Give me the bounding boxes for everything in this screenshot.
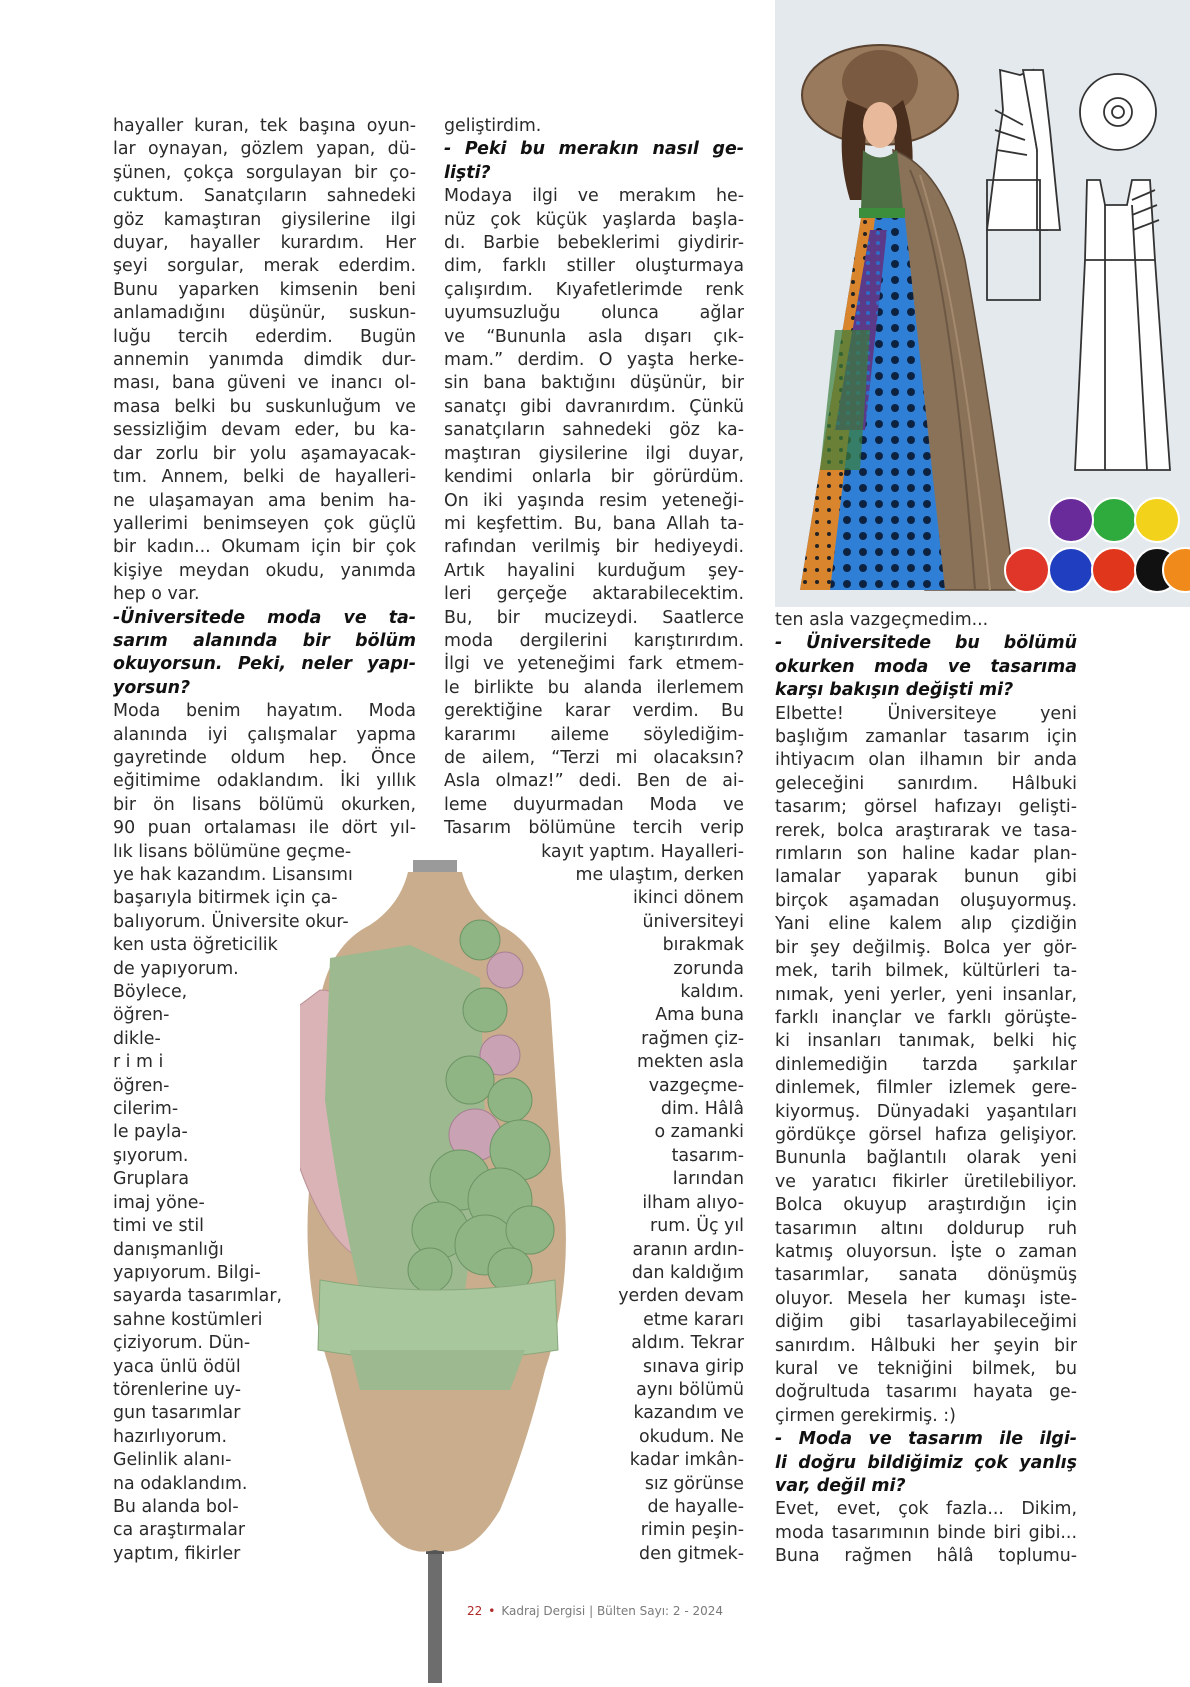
- text-line: sanırdım. Hâlbuki her şeyin bir: [775, 1335, 1077, 1356]
- text-line: Ama buna: [655, 1005, 744, 1026]
- text-line: hep o var.: [113, 584, 200, 605]
- text-line: var, değil mi?: [775, 1476, 906, 1497]
- text-line: kayıt yaptım. Hayalleri-: [541, 841, 744, 862]
- text-line: lık lisans bölümüne geçme-: [113, 841, 352, 862]
- text-line: ve yaratıcı fikirler üretilebiliyor.: [775, 1171, 1077, 1192]
- text-line: hayaller kuran, tek başına oyun-: [113, 116, 416, 136]
- text-line: de ailem, “Terzi mi olacaksın?: [444, 747, 744, 768]
- issue-label: | Bülten Sayı: 2 - 2024: [589, 1604, 724, 1618]
- text-line: lişti?: [444, 162, 491, 183]
- text-line: İlgi ve yeteneğimi fark etmem-: [444, 654, 744, 675]
- text-line: annemin yanımda dimdik dur-: [113, 350, 416, 371]
- text-line: kaldım.: [680, 982, 744, 1003]
- text-line: zorunda: [673, 958, 744, 979]
- text-line: Bunu yaparken kimsenin beni: [113, 279, 416, 300]
- text-line: mam.” derdim. O yaşta herke-: [444, 350, 744, 371]
- text-line: ten asla vazgeçmedim...: [775, 610, 989, 630]
- text-line: etme kararı: [643, 1309, 744, 1330]
- text-line: Bununla bağlantılı olarak yeni: [775, 1148, 1077, 1169]
- text-line: farklı inançlar ve farklı görüşte-: [775, 1007, 1077, 1028]
- text-line: aynı bölümü: [636, 1379, 744, 1400]
- text-line: kadar imkân-: [629, 1450, 744, 1471]
- mannequin-paper-dress-photo: [300, 850, 660, 1683]
- text-line: okuyorsun. Peki, neler yapı-: [113, 654, 416, 675]
- text-line: ken usta öğreticilik: [113, 935, 278, 956]
- text-line: rum. Üç yıl: [650, 1216, 744, 1237]
- text-line: dikle-: [113, 1028, 161, 1049]
- text-line: - Üniversitede bu bölümü: [775, 633, 1077, 654]
- text-line: duyar, hayaller kurardım. Her: [113, 233, 416, 254]
- text-line: aranın ardın-: [632, 1239, 744, 1260]
- text-line: Bu alanda bol-: [113, 1496, 239, 1517]
- text-line: alanında iyi çalışmalar yapma: [113, 724, 416, 745]
- text-line: kural ve tekniğini bilmek, bu: [775, 1359, 1077, 1379]
- text-line: şıyorum.: [113, 1145, 189, 1166]
- text-line: me ulaştım, derken: [575, 865, 744, 885]
- text-line: katmış oluyorsun. İşte o zaman: [775, 1241, 1077, 1262]
- text-line: leri gerçeğe aktarabilecektim.: [444, 584, 744, 605]
- text-line: çiziyorum. Dün-: [113, 1333, 251, 1354]
- text-line: başarıyla bitirmek için ça-: [113, 888, 338, 909]
- text-line: ikinci dönem: [632, 888, 744, 909]
- text-line: na odaklandım.: [113, 1473, 248, 1494]
- text-line: dinlemek, filmler izlemek gere-: [775, 1078, 1077, 1099]
- text-line: başlığım zamanlar tasarım için: [775, 727, 1077, 748]
- text-line: Evet, evet, çok fazla... Dikim,: [775, 1499, 1077, 1520]
- text-line: ca araştırmalar: [113, 1520, 246, 1541]
- text-line: sanatçıların sahnedeki göz ka-: [444, 420, 744, 441]
- text-line: dim. Hâlâ: [660, 1099, 744, 1120]
- text-line: mek, tarih bilmek, kültürleri ta-: [775, 961, 1077, 982]
- text-line: sayarda tasarımlar,: [113, 1286, 283, 1307]
- fashion-sketch-illustration: [775, 0, 1190, 607]
- text-line: rımların son haline kadar plan-: [775, 844, 1077, 865]
- text-line: - Peki bu merakın nasıl ge-: [444, 139, 744, 160]
- text-line: çalışırdım. Kıyafetlerimde renk: [444, 279, 744, 300]
- text-line: yapıyorum. Bilgi-: [113, 1262, 261, 1283]
- text-line: sınava girip: [643, 1356, 744, 1377]
- text-line: dinlemediğin tarzda şarkılar: [775, 1054, 1077, 1075]
- text-line: yaca ünlü ödül: [113, 1356, 241, 1377]
- text-line: - Moda ve tasarım ile ilgi-: [775, 1429, 1077, 1450]
- text-line: tım. Annem, belki de hayalleri-: [113, 467, 416, 488]
- text-line: sanatçı gibi davranırdım. Çünkü: [444, 396, 744, 417]
- text-line: den gitmek-: [639, 1543, 744, 1564]
- text-line: kararımı aileme söylediğim-: [444, 724, 744, 745]
- text-line: gun tasarımlar: [113, 1403, 241, 1424]
- text-line: balıyorum. Üniversite okur-: [113, 911, 349, 932]
- text-line: törenlerine uy-: [113, 1379, 241, 1400]
- text-line: diğim gibi tasarlayabileceğimi: [775, 1312, 1077, 1333]
- text-line: yorsun?: [113, 677, 191, 698]
- text-line: geleceğini sanırdım. Hâlbuki: [775, 773, 1077, 794]
- text-line: dı. Barbie bebeklerimi giydirir-: [444, 233, 744, 254]
- text-line: dar zorlu bir yolu aşamayacak-: [113, 443, 416, 464]
- text-line: bir kadın... Okumam için bir çok: [113, 537, 416, 558]
- text-line: hazırlıyorum.: [113, 1426, 228, 1447]
- text-line: dim, farklı stiller oluşturmaya: [444, 256, 744, 277]
- text-line: ması, bana güveni ve inancı ol-: [113, 373, 416, 394]
- text-line: masa belki bu suskunluğum ve: [113, 396, 416, 417]
- article-column-3: [775, 609, 1077, 1569]
- text-line: şünen, çokça sorgulayan bir ço-: [113, 162, 416, 183]
- text-line: -Üniversitede moda ve ta-: [113, 607, 416, 628]
- text-line: imaj yöne-: [113, 1192, 205, 1213]
- text-line: birçok aşamadan oluşuyormuş.: [775, 890, 1077, 911]
- text-line: Tasarım bölümüne tercih verip: [444, 818, 744, 839]
- text-line: anlamadığını düşünür, suskun-: [113, 303, 416, 324]
- text-line: göz kamaştıran giysilerine ilgi: [113, 209, 416, 230]
- text-line: yerden devam: [618, 1286, 744, 1307]
- text-line: bir ön lisans bölümü okurken,: [113, 794, 416, 815]
- text-line: geliştirdim.: [444, 116, 542, 136]
- text-line: sin bana baktığını düşünür, bir: [444, 373, 744, 394]
- text-line: rerek, bolca araştırarak ve tasa-: [775, 820, 1077, 841]
- text-line: eğitimime odaklandım. İki yıllık: [113, 771, 416, 792]
- text-line: sarım alanında bir bölüm: [113, 630, 416, 651]
- text-line: le birlikte bu alanda ilerlemem: [444, 677, 744, 698]
- text-line: ki insanları tanımak, belki hiç: [775, 1031, 1077, 1052]
- text-line: oluyor. Mesela her kumaşı iste-: [775, 1288, 1077, 1309]
- text-line: okudum. Ne: [639, 1426, 744, 1447]
- text-line: doğrultuda tasarımı hayata ge-: [775, 1382, 1077, 1403]
- text-line: rimin peşin-: [640, 1520, 744, 1541]
- page-number: 22: [466, 1604, 483, 1618]
- text-line: çirmen gerekirmiş. :): [775, 1405, 956, 1426]
- text-line: şeyi sorgular, merak ederdim.: [113, 256, 416, 277]
- text-line: Moda benim hayatım. Moda: [113, 701, 416, 722]
- text-line: sessizliğim devam eder, bu ka-: [113, 420, 416, 441]
- bullet-icon: •: [488, 1604, 496, 1618]
- text-line: lamalar yaparak bunun gibi: [775, 867, 1077, 888]
- text-line: nımak, yeni yerler, yeni insanlar,: [775, 984, 1077, 1005]
- text-line: ihtiyacım olan ilhamın bir anda: [775, 750, 1077, 771]
- text-line: danışmanlığı: [113, 1239, 224, 1260]
- text-line: r i m i: [113, 1052, 164, 1073]
- text-line: moda dergilerini karıştırırdım.: [444, 630, 744, 651]
- text-line: Bolca okuyup araştırdığın için: [775, 1195, 1077, 1216]
- text-line: Bu, bir mucizeydi. Saatlerce: [444, 607, 744, 628]
- text-line: gerektiğine karar verdim. Bu: [444, 701, 744, 722]
- text-line: sahne kostümleri: [113, 1309, 263, 1330]
- text-line: Gelinlik alanı-: [113, 1450, 232, 1471]
- text-line: öğren-: [113, 1075, 170, 1096]
- text-line: gördükçe görsel hafıza gelişiyor.: [775, 1124, 1077, 1145]
- text-line: tasarımlar, sanata dönüşmüş: [775, 1265, 1077, 1286]
- text-line: rağmen çiz-: [641, 1028, 744, 1049]
- text-line: yallerimi benimseyen çok güçlü: [113, 513, 416, 534]
- text-line: rafından verilmiş bir hediyeydi.: [444, 537, 744, 558]
- text-line: moda tasarımının binde biri gibi...: [775, 1522, 1077, 1543]
- text-line: cuktum. Sanatçıların sahnedeki: [113, 186, 416, 207]
- page-footer: [0, 1604, 1190, 1618]
- text-line: luğu tercih ederdim. Bugün: [113, 326, 416, 347]
- text-line: yaptım, fikirler: [113, 1543, 241, 1564]
- text-line: sız görünse: [644, 1473, 744, 1494]
- text-line: kendimi onlarla bir görürdüm.: [444, 467, 744, 488]
- text-line: bir şey değilmiş. Bolca yer gör-: [775, 937, 1077, 958]
- text-line: 90 puan ortalaması ile dört yıl-: [113, 818, 416, 839]
- text-line: Modaya ilgi ve merakım he-: [444, 186, 744, 207]
- text-line: ve “Bununla asla dışarı çık-: [444, 326, 744, 347]
- text-line: uyumsuzluğu olunca ağlar: [444, 303, 744, 324]
- text-line: nüz çok küçük yaşlarda başla-: [444, 209, 744, 230]
- text-line: le payla-: [113, 1122, 188, 1143]
- text-line: Asla olmaz!” dedi. Ben de ai-: [444, 771, 744, 792]
- text-line: ilham alıyo-: [642, 1192, 744, 1213]
- text-line: öğren-: [113, 1005, 170, 1026]
- text-line: dan kaldığım: [631, 1262, 744, 1283]
- text-line: aldım. Tekrar: [631, 1333, 744, 1354]
- text-line: karşı bakışın değişti mi?: [775, 680, 1014, 701]
- text-line: Artık hayalini kurduğum şey-: [444, 560, 744, 581]
- text-line: leme duyurmadan Moda ve: [444, 794, 744, 815]
- text-line: de hayalle-: [647, 1496, 744, 1517]
- text-line: Yani eline kalem alıp çizdiğin: [775, 914, 1077, 935]
- text-line: li doğru bildiğimiz çok yanlış: [775, 1452, 1077, 1473]
- text-line: ye hak kazandım. Lisansımı: [113, 865, 353, 885]
- text-line: tasarım; görsel hafızayı gelişti-: [775, 797, 1077, 818]
- fashion-sketch-svg: [775, 0, 1190, 607]
- text-line: okurken moda ve tasarıma: [775, 656, 1077, 677]
- text-line: larından: [672, 1169, 744, 1190]
- text-line: timi ve stil: [113, 1216, 205, 1237]
- text-line: Gruplara: [113, 1169, 189, 1190]
- text-line: o zamanki: [654, 1122, 744, 1143]
- text-line: On iki yaşında resim yeteneği-: [444, 490, 744, 511]
- text-line: lar oynayan, gözlem yapan, dü-: [113, 139, 416, 160]
- text-line: mi keşfettim. Bu, bana Allah ta-: [444, 513, 744, 534]
- text-line: üniversiteyi: [642, 911, 744, 932]
- text-line: tasarım-: [671, 1145, 744, 1166]
- text-line: bırakmak: [662, 935, 744, 956]
- text-line: cilerim-: [113, 1099, 179, 1120]
- text-line: ne ulaşamayan ama benim ha-: [113, 490, 416, 511]
- text-line: Elbette! Üniversiteye yeni: [775, 703, 1077, 724]
- text-line: vazgeçme-: [648, 1075, 744, 1096]
- mannequin-svg: [300, 850, 660, 1683]
- text-line: maştıran giysilerine ilgi duyar,: [444, 443, 744, 464]
- text-line: Buna rağmen hâlâ toplumu-: [775, 1546, 1077, 1567]
- text-line: kiyormuş. Dünyadaki yaşantıları: [775, 1101, 1077, 1122]
- text-line: kişiye meydan okudu, yanımda: [113, 560, 416, 581]
- text-line: gayretinde oldum hep. Önce: [113, 747, 416, 768]
- text-line: Böylece,: [113, 982, 188, 1003]
- text-line: de yapıyorum.: [113, 958, 239, 979]
- text-line: tasarımın altını doldurup ruh: [775, 1218, 1077, 1239]
- text-line: mekten asla: [637, 1052, 744, 1073]
- magazine-name: Kadraj Dergisi: [501, 1604, 586, 1618]
- text-line: kazandım ve: [633, 1403, 744, 1424]
